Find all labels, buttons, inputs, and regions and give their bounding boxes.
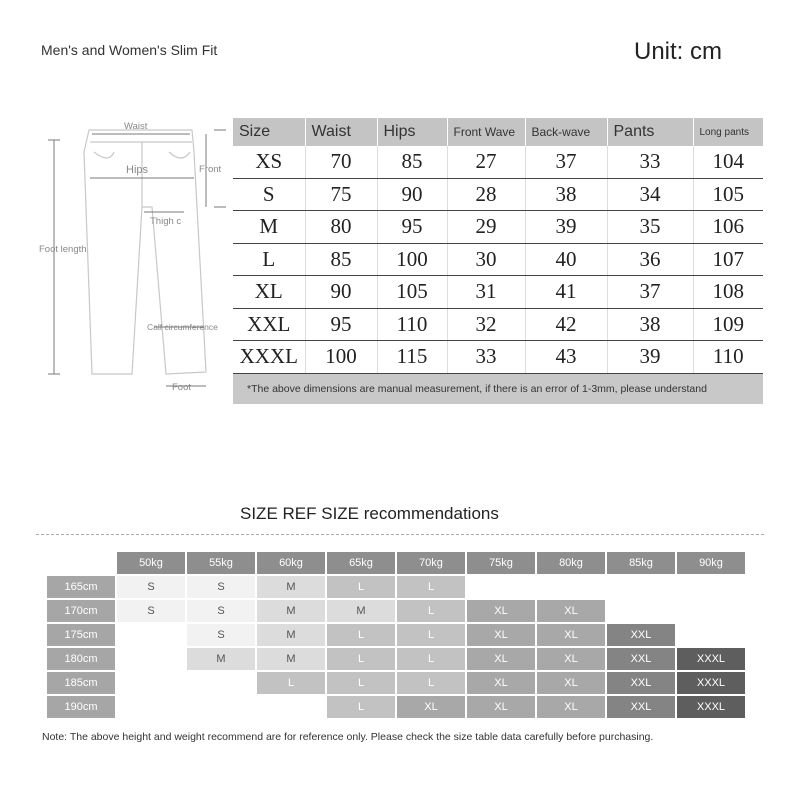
empty-cell bbox=[117, 648, 185, 670]
empty-cell bbox=[117, 696, 185, 718]
height-row bbox=[47, 600, 745, 622]
height-row bbox=[47, 672, 745, 694]
size-recommendation-cell: XL bbox=[467, 696, 535, 718]
weight-header: 75kg bbox=[467, 552, 535, 574]
size-cell: 95 bbox=[305, 308, 377, 341]
size-cell: 75 bbox=[305, 178, 377, 211]
size-cell: 40 bbox=[525, 243, 607, 276]
size-cell: 30 bbox=[447, 243, 525, 276]
pants-outline-icon bbox=[34, 112, 230, 402]
size-recommendation-cell: M bbox=[187, 648, 255, 670]
size-cell: 104 bbox=[693, 146, 763, 178]
size-recommendation-cell: XL bbox=[467, 648, 535, 670]
header-cell: Pants bbox=[607, 118, 693, 146]
size-recommendation-cell: L bbox=[397, 600, 465, 622]
empty-cell bbox=[117, 672, 185, 694]
size-cell: 106 bbox=[693, 211, 763, 244]
size-cell: 43 bbox=[525, 341, 607, 374]
weight-header: 80kg bbox=[537, 552, 605, 574]
size-recommendation-cell: XL bbox=[537, 696, 605, 718]
size-recommendation-cell: S bbox=[187, 624, 255, 646]
empty-cell bbox=[187, 672, 255, 694]
size-recommendation-cell: XXL bbox=[607, 624, 675, 646]
size-recommendation-cell: L bbox=[397, 576, 465, 598]
size-recommendation-cell: XXL bbox=[607, 696, 675, 718]
height-header: 190cm bbox=[47, 696, 115, 718]
size-recommendation-cell: XL bbox=[467, 600, 535, 622]
size-cell: 107 bbox=[693, 243, 763, 276]
size-recommendation-cell: XXXL bbox=[677, 648, 745, 670]
header-cell: Long pants bbox=[693, 118, 763, 146]
size-cell: 35 bbox=[607, 211, 693, 244]
size-recommendation-cell: L bbox=[397, 672, 465, 694]
size-cell: 36 bbox=[607, 243, 693, 276]
recommendation-body bbox=[47, 576, 745, 718]
recommendation-title: SIZE REF SIZE recommendations bbox=[240, 504, 499, 523]
size-cell: 28 bbox=[447, 178, 525, 211]
weight-header: 70kg bbox=[397, 552, 465, 574]
size-cell: 38 bbox=[607, 308, 693, 341]
size-cell: 37 bbox=[525, 146, 607, 178]
size-label: M bbox=[233, 211, 305, 244]
size-recommendation-cell: L bbox=[257, 672, 325, 694]
height-header: 170cm bbox=[47, 600, 115, 622]
header-cell: Hips bbox=[377, 118, 447, 146]
empty-cell bbox=[607, 576, 675, 598]
corner-cell bbox=[47, 552, 115, 574]
size-cell: 42 bbox=[525, 308, 607, 341]
size-cell: 39 bbox=[607, 341, 693, 374]
size-cell: 33 bbox=[447, 341, 525, 374]
size-label: XL bbox=[233, 276, 305, 309]
empty-cell bbox=[677, 624, 745, 646]
height-row bbox=[47, 648, 745, 670]
size-label: XXXL bbox=[233, 341, 305, 374]
size-recommendation-cell: L bbox=[327, 696, 395, 718]
weight-header: 60kg bbox=[257, 552, 325, 574]
size-cell: 110 bbox=[693, 341, 763, 374]
size-recommendation-cell: L bbox=[397, 648, 465, 670]
size-recommendation-cell: L bbox=[327, 672, 395, 694]
size-cell: 108 bbox=[693, 276, 763, 309]
size-cell: 100 bbox=[305, 341, 377, 374]
size-cell: 41 bbox=[525, 276, 607, 309]
weight-header-row bbox=[47, 552, 745, 574]
size-cell: 29 bbox=[447, 211, 525, 244]
header-cell: Back-wave bbox=[525, 118, 607, 146]
size-recommendation-cell: XL bbox=[537, 600, 605, 622]
size-row bbox=[233, 211, 763, 244]
hips-label: Hips bbox=[126, 164, 149, 176]
size-label: XXL bbox=[233, 308, 305, 341]
size-recommendation-cell: S bbox=[187, 600, 255, 622]
size-cell: 105 bbox=[377, 276, 447, 309]
weight-header: 65kg bbox=[327, 552, 395, 574]
size-recommendation-cell: L bbox=[397, 624, 465, 646]
size-table-header bbox=[233, 118, 763, 146]
size-recommendation-cell: M bbox=[257, 648, 325, 670]
foot-length-label: Foot length bbox=[39, 244, 87, 255]
height-header: 180cm bbox=[47, 648, 115, 670]
size-cell: 90 bbox=[305, 276, 377, 309]
size-cell: 90 bbox=[377, 178, 447, 211]
size-recommendation-cell: M bbox=[327, 600, 395, 622]
size-label: S bbox=[233, 178, 305, 211]
size-cell: 80 bbox=[305, 211, 377, 244]
header-cell: Front Wave bbox=[447, 118, 525, 146]
size-recommendation-cell: S bbox=[117, 576, 185, 598]
weight-header: 90kg bbox=[677, 552, 745, 574]
size-row bbox=[233, 341, 763, 374]
size-row bbox=[233, 146, 763, 178]
calf-label: Calf circumference bbox=[147, 322, 218, 332]
size-label: L bbox=[233, 243, 305, 276]
size-recommendation-cell: S bbox=[187, 576, 255, 598]
size-cell: 95 bbox=[377, 211, 447, 244]
waist-label: Waist bbox=[124, 121, 148, 132]
size-cell: 85 bbox=[377, 146, 447, 178]
size-cell: 33 bbox=[607, 146, 693, 178]
thigh-label: Thigh c bbox=[150, 216, 182, 227]
size-cell: 109 bbox=[693, 308, 763, 341]
product-subtitle: Men's and Women's Slim Fit bbox=[41, 42, 218, 58]
empty-cell bbox=[187, 696, 255, 718]
size-cell: 105 bbox=[693, 178, 763, 211]
size-cell: 70 bbox=[305, 146, 377, 178]
size-note: *The above dimensions are manual measurement, if there is an error of 1-3mm, please understand bbox=[233, 373, 763, 404]
size-recommendation-cell: L bbox=[327, 624, 395, 646]
size-cell: 38 bbox=[525, 178, 607, 211]
size-recommendation-cell: L bbox=[327, 648, 395, 670]
size-cell: 31 bbox=[447, 276, 525, 309]
height-row bbox=[47, 576, 745, 598]
weight-header: 85kg bbox=[607, 552, 675, 574]
size-table-body bbox=[233, 146, 763, 404]
size-cell: 100 bbox=[377, 243, 447, 276]
size-label: XS bbox=[233, 146, 305, 178]
height-header: 185cm bbox=[47, 672, 115, 694]
weight-header: 55kg bbox=[187, 552, 255, 574]
size-recommendation-cell: XXL bbox=[607, 648, 675, 670]
pants-diagram bbox=[34, 112, 230, 402]
size-recommendation-cell: XL bbox=[467, 672, 535, 694]
size-recommendation-cell: XL bbox=[537, 672, 605, 694]
size-recommendation-cell: XL bbox=[397, 696, 465, 718]
size-recommendation-cell: XL bbox=[467, 624, 535, 646]
divider bbox=[36, 534, 764, 535]
recommendation-table bbox=[45, 550, 747, 720]
height-header: 175cm bbox=[47, 624, 115, 646]
foot-label: Foot bbox=[172, 382, 192, 393]
front-label: Front bbox=[199, 164, 222, 175]
size-recommendation-cell: M bbox=[257, 624, 325, 646]
size-recommendation-cell: XXXL bbox=[677, 696, 745, 718]
height-row bbox=[47, 624, 745, 646]
size-cell: 32 bbox=[447, 308, 525, 341]
size-row bbox=[233, 276, 763, 309]
size-cell: 39 bbox=[525, 211, 607, 244]
empty-cell bbox=[677, 600, 745, 622]
empty-cell bbox=[677, 576, 745, 598]
empty-cell bbox=[537, 576, 605, 598]
empty-cell bbox=[467, 576, 535, 598]
height-header: 165cm bbox=[47, 576, 115, 598]
size-row bbox=[233, 243, 763, 276]
size-cell: 110 bbox=[377, 308, 447, 341]
footnote: Note: The above height and weight recommend are for reference only. Please check the size table data carefully before purchasing. bbox=[42, 731, 654, 743]
height-row bbox=[47, 696, 745, 718]
size-recommendation-cell: XL bbox=[537, 624, 605, 646]
size-cell: 27 bbox=[447, 146, 525, 178]
size-row bbox=[233, 178, 763, 211]
empty-cell bbox=[117, 624, 185, 646]
size-recommendation-cell: XXL bbox=[607, 672, 675, 694]
size-recommendation-cell: S bbox=[117, 600, 185, 622]
size-cell: 34 bbox=[607, 178, 693, 211]
size-table bbox=[233, 118, 763, 404]
size-row bbox=[233, 308, 763, 341]
empty-cell bbox=[257, 696, 325, 718]
size-cell: 85 bbox=[305, 243, 377, 276]
size-recommendation-cell: XL bbox=[537, 648, 605, 670]
empty-cell bbox=[607, 600, 675, 622]
unit-label: Unit: cm bbox=[634, 38, 723, 65]
size-recommendation-cell: XXXL bbox=[677, 672, 745, 694]
size-recommendation-cell: L bbox=[327, 576, 395, 598]
size-cell: 115 bbox=[377, 341, 447, 374]
size-recommendation-cell: M bbox=[257, 600, 325, 622]
size-cell: 37 bbox=[607, 276, 693, 309]
header-cell: Waist bbox=[305, 118, 377, 146]
weight-header: 50kg bbox=[117, 552, 185, 574]
header-cell: Size bbox=[233, 118, 305, 146]
size-recommendation-cell: M bbox=[257, 576, 325, 598]
